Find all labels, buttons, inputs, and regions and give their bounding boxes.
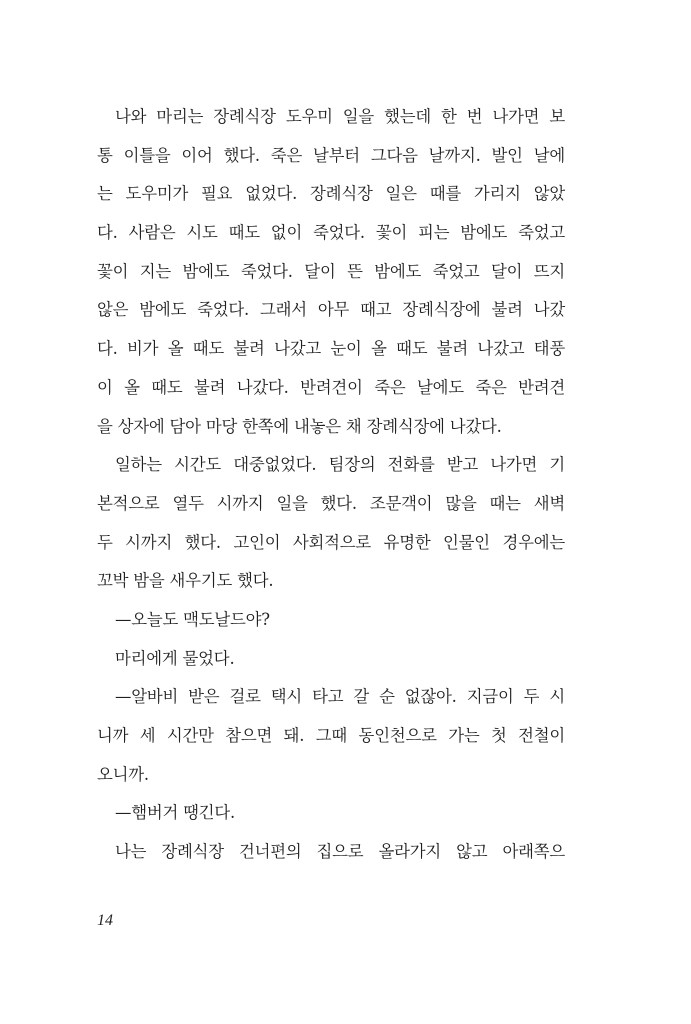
dialogue-line: —알바비 받은 걸로 택시 타고 갈 순 없잖아. 지금이 두 시 <box>115 687 565 707</box>
text-line: 니까 세 시간만 참으면 돼. 그때 동인천으로 가는 첫 전철이 <box>97 726 565 745</box>
text-line: 통 이틀을 이어 했다. 죽은 날부터 그다음 날까지. 발인 날에 <box>97 145 565 165</box>
text-line: 나와 마리는 장례식장 도우미 일을 했는데 한 번 나가면 보 <box>115 107 565 126</box>
page-number: 14 <box>97 912 113 929</box>
text-line: 나는 장례식장 건너편의 집으로 올라가지 않고 아래쪽으 <box>115 842 565 862</box>
text-line: 마리에게 물었다. <box>115 648 235 668</box>
text-line: 두 시까지 했다. 고인이 사회적으로 유명한 인물인 경우에는 <box>97 532 565 552</box>
dialogue-line: —햄버거 땡긴다. <box>115 803 236 823</box>
text-line: 꽃이 지는 밤에도 죽었다. 달이 뜬 밤에도 죽었고 달이 뜨지 <box>97 261 565 281</box>
text-line: 본적으로 열두 시까지 일을 했다. 조문객이 많을 때는 새벽 <box>97 493 565 513</box>
text-line: 꼬박 밤을 새우기도 했다. <box>97 571 274 591</box>
text-line: 다. 비가 올 때도 불려 나갔고 눈이 올 때도 불려 나갔고 태풍 <box>97 339 565 359</box>
text-line: 을 상자에 담아 마당 한쪽에 내놓은 채 장례식장에 나갔다. <box>97 416 502 436</box>
text-line: 다. 사람은 시도 때도 없이 죽었다. 꽃이 피는 밤에도 죽었고 <box>97 223 565 243</box>
dialogue-line: —오늘도 맥도날드야? <box>115 609 270 629</box>
text-line: 오니까. <box>97 764 149 784</box>
text-line: 일하는 시간도 대중없었다. 팀장의 전화를 받고 나가면 기 <box>115 455 565 475</box>
text-line: 는 도우미가 필요 없었다. 장례식장 일은 때를 가리지 않았 <box>97 184 565 204</box>
text-line: 이 올 때도 불려 나갔다. 반려견이 죽은 날에도 죽은 반려견 <box>97 377 565 397</box>
text-line: 않은 밤에도 죽었다. 그래서 아무 때고 장례식장에 불려 나갔 <box>97 300 565 320</box>
body-text <box>97 98 565 872</box>
